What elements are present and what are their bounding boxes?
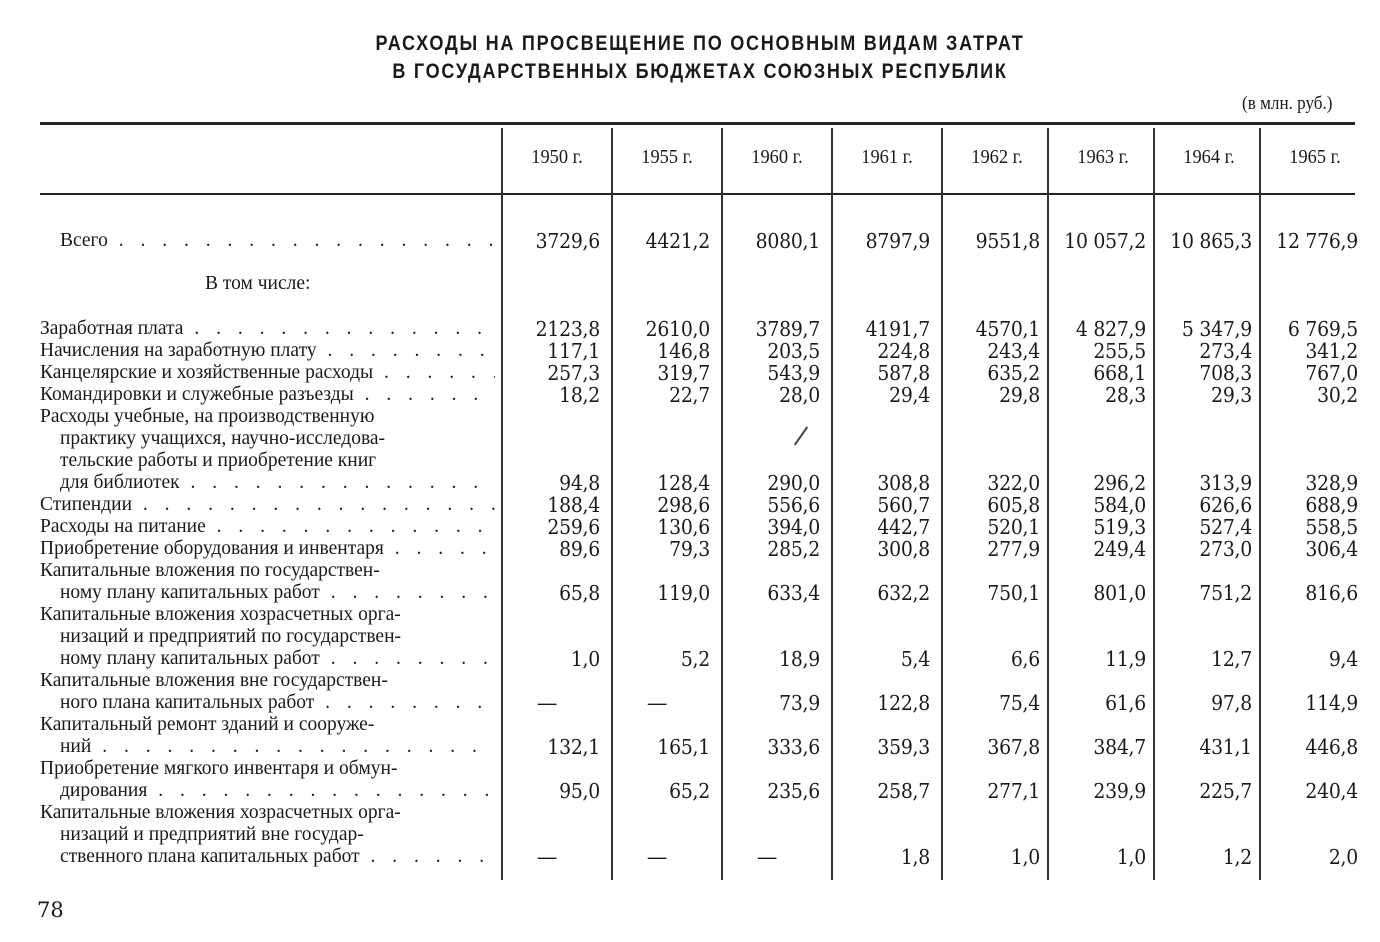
- row-label: [40, 758, 495, 802]
- cell-value: 128,4: [657, 471, 710, 495]
- cell-value: 290,0: [767, 471, 820, 495]
- units-note: (в млн. руб.): [1241, 93, 1332, 114]
- row-label-line: тельские работы и приобретение книг: [60, 450, 377, 471]
- cell-value: 1,0: [570, 647, 600, 671]
- cell-value: 635,2: [987, 361, 1040, 385]
- page-number: 78: [37, 898, 64, 922]
- cell-value: 79,3: [669, 537, 710, 561]
- column-header: 1965 г.: [1289, 146, 1341, 168]
- cell-value: 29,4: [889, 383, 930, 407]
- pencil-mark: [794, 426, 808, 445]
- cell-value: 605,8: [987, 493, 1040, 517]
- cell-value: 668,1: [1093, 361, 1146, 385]
- column-divider: [611, 128, 613, 880]
- cell-value: 750,1: [987, 581, 1040, 605]
- subheading: В том числе:: [205, 273, 311, 294]
- column-divider: [501, 128, 503, 880]
- cell-value: 225,7: [1199, 779, 1252, 803]
- cell-value: 442,7: [877, 515, 930, 539]
- column-header: 1955 г.: [641, 146, 693, 168]
- cell-value: 89,6: [559, 537, 600, 561]
- cell-value: 394,0: [767, 515, 820, 539]
- cell-value: 4191,7: [865, 317, 930, 341]
- cell-value: 3789,7: [755, 317, 820, 341]
- cell-value: 273,0: [1199, 537, 1252, 561]
- cell-value: 9,4: [1328, 647, 1358, 671]
- column-header: 1964 г.: [1183, 146, 1235, 168]
- row-label-line: ного плана капитальных работ . . .: [40, 692, 495, 714]
- row-label-line: Капитальный ремонт зданий и сооруже-: [40, 714, 375, 735]
- cell-value: 285,2: [767, 537, 820, 561]
- row-label: [40, 604, 495, 670]
- cell-value: 130,6: [657, 515, 710, 539]
- cell-value: 300,8: [877, 537, 930, 561]
- row-label-line: Стипендии . . .: [40, 494, 495, 516]
- cell-value: 632,2: [877, 581, 930, 605]
- cell-value: 255,5: [1093, 339, 1146, 363]
- cell-value: 224,8: [877, 339, 930, 363]
- row-label-line: низаций и предприятий по государствен-: [60, 626, 401, 647]
- row-label-total: [60, 230, 495, 252]
- cell-value: 10 057,2: [1064, 229, 1146, 253]
- cell-value: 384,7: [1093, 735, 1146, 759]
- cell-value: 2123,8: [535, 317, 600, 341]
- cell-value: 188,4: [547, 493, 600, 517]
- cell-value: 1,8: [900, 845, 930, 869]
- cell-value: 319,7: [657, 361, 710, 385]
- row-label: [40, 714, 495, 758]
- cell-value: 29,3: [1211, 383, 1252, 407]
- cell-value: 298,6: [657, 493, 710, 517]
- row-label-line: Канцелярские и хозяйственные расходы . . .: [40, 362, 495, 384]
- row-label-line: Приобретение оборудования и инвентаря . . .: [40, 538, 495, 560]
- cell-value: 65,8: [559, 581, 600, 605]
- cell-value: 259,6: [547, 515, 600, 539]
- cell-value: 28,3: [1105, 383, 1146, 407]
- row-label-line: ний . . .: [40, 736, 495, 758]
- cell-value: 527,4: [1199, 515, 1252, 539]
- cell-value: 165,1: [657, 735, 710, 759]
- cell-value: 6,6: [1010, 647, 1040, 671]
- column-divider: [831, 128, 833, 880]
- cell-value: 257,3: [547, 361, 600, 385]
- column-divider: [1153, 128, 1155, 880]
- cell-value: 9551,8: [975, 229, 1040, 253]
- cell-value: —: [536, 691, 558, 715]
- cell-value: 1,2: [1222, 845, 1252, 869]
- cell-value: 29,8: [999, 383, 1040, 407]
- cell-value: 587,8: [877, 361, 930, 385]
- cell-value: —: [536, 845, 558, 869]
- cell-value: 119,0: [657, 581, 710, 605]
- cell-value: 277,9: [987, 537, 1040, 561]
- cell-value: 5,2: [680, 647, 710, 671]
- cell-value: 431,1: [1199, 735, 1252, 759]
- cell-value: 584,0: [1093, 493, 1146, 517]
- cell-value: 633,4: [767, 581, 820, 605]
- title-line-1: РАСХОДЫ НА ПРОСВЕЩЕНИЕ ПО ОСНОВНЫМ ВИДАМ ЗАТРАТ: [375, 32, 1025, 55]
- row-label: [40, 362, 495, 384]
- row-label-line: для библиотек . . .: [40, 472, 495, 494]
- cell-value: 239,9: [1093, 779, 1146, 803]
- cell-value: 5,4: [900, 647, 930, 671]
- column-header: 1961 г.: [861, 146, 913, 168]
- row-label-line: низаций и предприятий вне государ-: [60, 824, 364, 845]
- row-label: [40, 406, 495, 494]
- column-header: 1962 г.: [971, 146, 1023, 168]
- cell-value: 235,6: [767, 779, 820, 803]
- cell-value: —: [646, 691, 668, 715]
- cell-value: 73,9: [779, 691, 820, 715]
- cell-value: 4421,2: [645, 229, 710, 253]
- cell-value: 240,4: [1305, 779, 1358, 803]
- cell-value: —: [646, 845, 668, 869]
- cell-value: 249,4: [1093, 537, 1146, 561]
- column-divider: [1047, 128, 1049, 880]
- cell-value: 122,8: [877, 691, 930, 715]
- header-rule: [40, 193, 1355, 195]
- cell-value: 767,0: [1305, 361, 1358, 385]
- cell-value: 22,7: [669, 383, 710, 407]
- cell-value: 313,9: [1199, 471, 1252, 495]
- cell-value: 626,6: [1199, 493, 1252, 517]
- cell-value: 277,1: [987, 779, 1040, 803]
- cell-value: 543,9: [767, 361, 820, 385]
- cell-value: 816,6: [1305, 581, 1358, 605]
- row-label-line: Начисления на заработную плату . . .: [40, 340, 495, 362]
- table-title: [98, 30, 1302, 86]
- row-label-line: Капитальные вложения по государствен-: [40, 560, 380, 581]
- cell-value: 95,0: [559, 779, 600, 803]
- cell-value: 243,4: [987, 339, 1040, 363]
- row-label: [40, 384, 495, 406]
- row-label-line: практику учащихся, научно-исследова-: [60, 428, 386, 449]
- cell-value: 4570,1: [975, 317, 1040, 341]
- cell-value: 560,7: [877, 493, 930, 517]
- column-divider: [721, 128, 723, 880]
- title-line-2: В ГОСУДАРСТВЕННЫХ БЮДЖЕТАХ СОЮЗНЫХ РЕСПУБЛИК: [392, 60, 1008, 83]
- cell-value: 558,5: [1305, 515, 1358, 539]
- row-label-line: Приобретение мягкого инвентаря и обмун-: [40, 758, 398, 779]
- row-label-line: ственного плана капитальных работ . . .: [40, 846, 495, 868]
- row-label: [40, 516, 495, 538]
- row-label: [40, 494, 495, 516]
- cell-value: 308,8: [877, 471, 930, 495]
- row-label: [40, 802, 495, 868]
- row-label-line: Расходы на питание . . .: [40, 516, 495, 538]
- cell-value: 30,2: [1317, 383, 1358, 407]
- cell-value: 273,4: [1199, 339, 1252, 363]
- column-header: 1963 г.: [1077, 146, 1129, 168]
- cell-value: 1,0: [1116, 845, 1146, 869]
- cell-value: 258,7: [877, 779, 930, 803]
- cell-value: 2,0: [1328, 845, 1358, 869]
- row-label: [40, 340, 495, 362]
- cell-value: 519,3: [1093, 515, 1146, 539]
- row-label: [40, 318, 495, 340]
- row-label-line: Капитальные вложения вне государствен-: [40, 670, 388, 691]
- row-label-line: Капитальные вложения хозрасчетных орга-: [40, 802, 401, 823]
- cell-value: 296,2: [1093, 471, 1146, 495]
- row-label-line: Командировки и служебные разъезды . . .: [40, 384, 495, 406]
- cell-value: 446,8: [1305, 735, 1358, 759]
- cell-value: 688,9: [1305, 493, 1358, 517]
- cell-value: 708,3: [1199, 361, 1252, 385]
- cell-value: 18,9: [779, 647, 820, 671]
- cell-value: 556,6: [767, 493, 820, 517]
- row-label-line: дирования . . .: [40, 780, 495, 802]
- cell-value: 333,6: [767, 735, 820, 759]
- row-label-line: Капитальные вложения хозрасчетных орга-: [40, 604, 401, 625]
- row-label: [40, 670, 495, 714]
- cell-value: 61,6: [1105, 691, 1146, 715]
- cell-value: 10 865,3: [1170, 229, 1252, 253]
- cell-value: 65,2: [669, 779, 710, 803]
- cell-value: 114,9: [1305, 691, 1358, 715]
- row-label-line: Всего . . .: [60, 230, 495, 252]
- cell-value: 12,7: [1211, 647, 1252, 671]
- cell-value: 28,0: [779, 383, 820, 407]
- cell-value: 2610,0: [645, 317, 710, 341]
- top-rule: [40, 122, 1355, 125]
- cell-value: 751,2: [1199, 581, 1252, 605]
- cell-value: —: [756, 845, 778, 869]
- row-label-line: ному плану капитальных работ . . .: [40, 648, 495, 670]
- cell-value: 11,9: [1105, 647, 1146, 671]
- cell-value: 1,0: [1010, 845, 1040, 869]
- cell-value: 5 347,9: [1181, 317, 1252, 341]
- column-divider: [941, 128, 943, 880]
- cell-value: 12 776,9: [1276, 229, 1358, 253]
- cell-value: 6 769,5: [1287, 317, 1358, 341]
- cell-value: 97,8: [1211, 691, 1252, 715]
- row-label: [40, 560, 495, 604]
- cell-value: 341,2: [1305, 339, 1358, 363]
- cell-value: 306,4: [1305, 537, 1358, 561]
- cell-value: 203,5: [767, 339, 820, 363]
- cell-value: 801,0: [1093, 581, 1146, 605]
- cell-value: 132,1: [547, 735, 600, 759]
- cell-value: 328,9: [1305, 471, 1358, 495]
- cell-value: 75,4: [999, 691, 1040, 715]
- cell-value: 18,2: [559, 383, 600, 407]
- row-label-line: ному плану капитальных работ . . .: [40, 582, 495, 604]
- cell-value: 359,3: [877, 735, 930, 759]
- column-header: 1960 г.: [751, 146, 803, 168]
- row-label-line: Заработная плата . . .: [40, 318, 495, 340]
- cell-value: 8797,9: [865, 229, 930, 253]
- cell-value: 146,8: [657, 339, 710, 363]
- cell-value: 4 827,9: [1075, 317, 1146, 341]
- column-divider: [1259, 128, 1261, 880]
- cell-value: 322,0: [987, 471, 1040, 495]
- cell-value: 94,8: [559, 471, 600, 495]
- cell-value: 367,8: [987, 735, 1040, 759]
- row-label-line: Расходы учебные, на производственную: [40, 406, 375, 427]
- column-header: 1950 г.: [531, 146, 583, 168]
- cell-value: 3729,6: [535, 229, 600, 253]
- cell-value: 520,1: [987, 515, 1040, 539]
- cell-value: 117,1: [547, 339, 600, 363]
- cell-value: 8080,1: [755, 229, 820, 253]
- row-label: [40, 538, 495, 560]
